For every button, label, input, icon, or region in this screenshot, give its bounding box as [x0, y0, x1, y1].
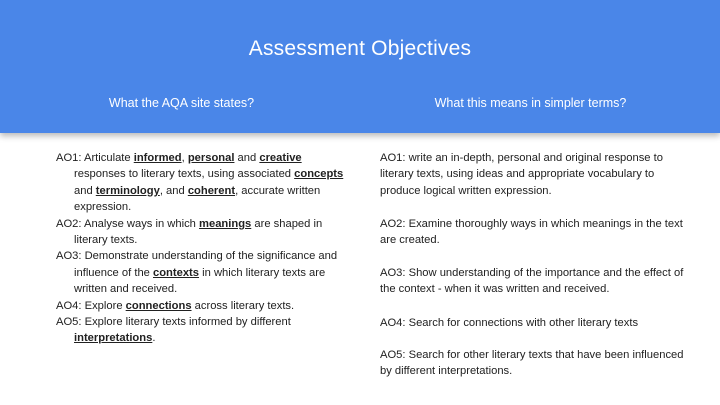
left-column-heading: What the AQA site states? — [108, 96, 255, 110]
simple-ao3: AO3: Show understanding of the importance and the effect of the context - when it was written and received. — [380, 267, 684, 296]
aqa-ao3: AO3: Demonstrate understanding of the significance and influence of the contexts in which literary texts are written and received. — [56, 250, 338, 296]
keyword: personal — [187, 152, 235, 164]
simple-ao1: AO1: write an in-depth, personal and original response to literary texts, using ideas and appropriate vocabulary to produce logical written expression. — [380, 152, 663, 197]
keyword: meanings — [199, 217, 252, 230]
keyword: interpretations — [74, 332, 153, 345]
keyword: coherent — [187, 184, 236, 197]
aqa-ao4: AO4: Explore connections across literary texts. — [56, 299, 295, 312]
keyword: informed — [133, 152, 182, 164]
keyword: concepts — [294, 168, 344, 181]
keyword: connections — [125, 299, 192, 312]
aqa-ao2: AO2: Analyse ways in which meanings are shaped in literary texts. — [56, 217, 323, 247]
aqa-ao1: AO1: Articulate informed, personal and creative responses to literary texts, using associated concepts and terminology, and coherent, accurate written expression. — [56, 152, 344, 214]
simple-ao5: AO5: Search for other literary texts that have been influenced by different interpretations. — [380, 349, 684, 378]
slide-title: Assessment Objectives — [248, 37, 472, 60]
right-column-heading: What this means in simpler terms? — [434, 96, 627, 110]
simple-ao4: AO4: Search for connections with other literary texts — [380, 317, 639, 329]
header-band — [0, 0, 720, 133]
aqa-ao5: AO5: Explore literary texts informed by different interpretations. — [56, 316, 291, 345]
keyword: contexts — [153, 266, 200, 279]
keyword: creative — [259, 152, 302, 164]
simple-ao2: AO2: Examine thoroughly ways in which meanings in the text are created. — [380, 218, 683, 247]
aqa-objectives-list — [56, 150, 346, 347]
keyword: terminology — [95, 184, 160, 197]
